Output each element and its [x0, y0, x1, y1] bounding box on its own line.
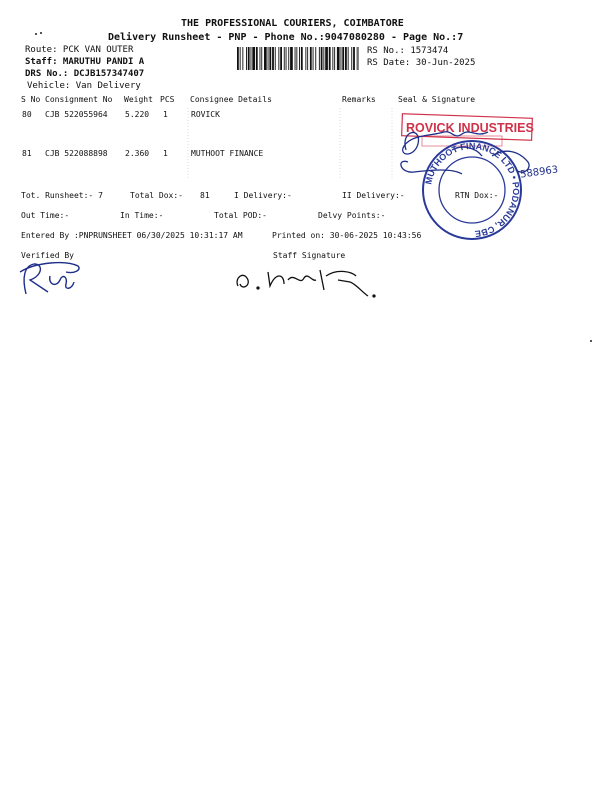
barcode-bar: [240, 47, 241, 70]
col-header-seal: Seal & Signature: [398, 95, 476, 104]
col-header-consignee: Consignee Details: [190, 95, 272, 104]
route-label: Route: PCK VAN OUTER: [25, 45, 134, 55]
barcode-bar: [260, 47, 261, 70]
row-sno: 80: [22, 110, 32, 119]
barcode-bar: [321, 47, 323, 70]
svg-text:588963: 588963: [519, 164, 559, 181]
staff-label: Staff: MARUTHU PANDI A: [25, 57, 145, 67]
staff-signature: [228, 262, 388, 302]
barcode-bar: [319, 47, 320, 70]
muthoot-round-seal: [423, 141, 521, 239]
row-weight: 5.220: [125, 110, 150, 119]
barcode-bar: [252, 47, 255, 70]
in-time-label: In Time:-: [120, 211, 164, 220]
staff-signature-label: Staff Signature: [273, 251, 346, 260]
barcode-bar: [256, 47, 258, 70]
i-delivery-label: I Delivery:-: [234, 191, 292, 200]
barcode-bar: [242, 47, 243, 70]
barcode-bar: [325, 47, 328, 70]
total-dox-label: Total Dox:-: [130, 191, 183, 200]
barcode-bar: [269, 47, 271, 70]
barcode-bar: [351, 47, 352, 70]
scan-speck: [40, 32, 42, 34]
barcode-bar: [286, 47, 287, 70]
barcode-bar: [272, 47, 274, 70]
barcode-bar: [268, 47, 269, 70]
barcode-bar: [288, 47, 289, 70]
barcode-bar: [246, 47, 247, 70]
barcode-bar: [305, 47, 306, 70]
barcode-bar: [307, 47, 308, 70]
scan-speck: [35, 33, 37, 35]
total-runsheet: Tot. Runsheet:- 7: [21, 191, 103, 200]
barcode-bar: [341, 47, 342, 70]
printed-on: Printed on: 30-06-2025 10:43:56: [272, 231, 422, 240]
ii-delivery-label: II Delivery:-: [342, 191, 405, 200]
col-header-weight: Weight: [124, 95, 153, 104]
row-consignee: ROVICK: [191, 110, 220, 119]
vehicle-label: Vehicle: Van Delivery: [27, 81, 141, 91]
barcode-bar: [310, 47, 312, 70]
barcode-bar: [251, 47, 252, 70]
rs-number: RS No.: 1573474: [367, 46, 449, 56]
total-pod-label: Total POD:-: [214, 211, 267, 220]
verified-by-signature: [16, 258, 86, 298]
barcode-image: [237, 47, 359, 70]
barcode-bar: [284, 47, 285, 70]
barcode-bar: [329, 47, 331, 70]
total-dox-value: 81: [200, 191, 210, 200]
barcode-bar: [275, 47, 276, 70]
col-header-pcs: PCS: [160, 95, 175, 104]
row-pcs: 1: [163, 149, 168, 158]
runsheet-subtitle: Delivery Runsheet - PNP - Phone No.:9047080280 - Page No.:7: [108, 32, 464, 43]
barcode-bar: [313, 47, 314, 70]
col-header-consignment: Consignment No: [45, 95, 113, 104]
company-title: THE PROFESSIONAL COURIERS, COIMBATORE: [181, 18, 404, 29]
row-sno: 81: [22, 149, 32, 158]
barcode-bar: [237, 47, 239, 70]
barcode-bar: [248, 47, 250, 70]
barcode-bar: [296, 47, 297, 70]
seal-and-signature-stamps: [392, 110, 567, 245]
barcode-bar: [280, 47, 282, 70]
barcode-bar: [264, 47, 267, 70]
barcode-bar: [342, 47, 344, 70]
barcode-bar: [315, 47, 316, 70]
verified-by-label: Verified By: [21, 251, 74, 260]
svg-text:ROVICK INDUSTRIES: ROVICK INDUSTRIES: [406, 121, 534, 135]
barcode-bar: [323, 47, 324, 70]
barcode-bar: [278, 47, 279, 70]
barcode-bar: [345, 47, 347, 70]
barcode-bar: [299, 47, 300, 70]
barcode-bar: [332, 47, 333, 70]
row-consignment-no: CJB 522088898: [45, 149, 108, 158]
entered-by: Entered By :PNPRUNSHEET 06/30/2025 10:31:17 AM: [21, 231, 243, 240]
col-header-remarks: Remarks: [342, 95, 376, 104]
barcode-bar: [337, 47, 340, 70]
row-pcs: 1: [163, 110, 168, 119]
barcode-bar: [359, 47, 360, 70]
delvy-points-label: Delvy Points:-: [318, 211, 386, 220]
row-consignee: MUTHOOT FINANCE: [191, 149, 264, 158]
rtn-dox-label: RTN Dox:-: [455, 191, 499, 200]
barcode-bar: [290, 47, 293, 70]
scan-speck: [590, 340, 592, 342]
barcode-bar: [295, 47, 296, 70]
barcode-bar: [301, 47, 303, 70]
barcode-bar: [348, 47, 349, 70]
barcode-bar: [334, 47, 335, 70]
barcode-bar: [357, 47, 358, 70]
drs-number: DRS No.: DCJB157347407: [25, 69, 145, 79]
col-header-sno: S No: [21, 95, 41, 104]
barcode-bar: [353, 47, 355, 70]
rs-date: RS Date: 30-Jun-2025: [367, 58, 476, 68]
svg-text:MUTHOOT FINANCE LTD • PODANUR,: MUTHOOT FINANCE LTD • PODANUR, CBE: [423, 140, 522, 239]
barcode-bar: [261, 47, 262, 70]
out-time-label: Out Time:-: [21, 211, 70, 220]
row-consignment-no: CJB 522055964: [45, 110, 108, 119]
row-weight: 2.360: [125, 149, 150, 158]
